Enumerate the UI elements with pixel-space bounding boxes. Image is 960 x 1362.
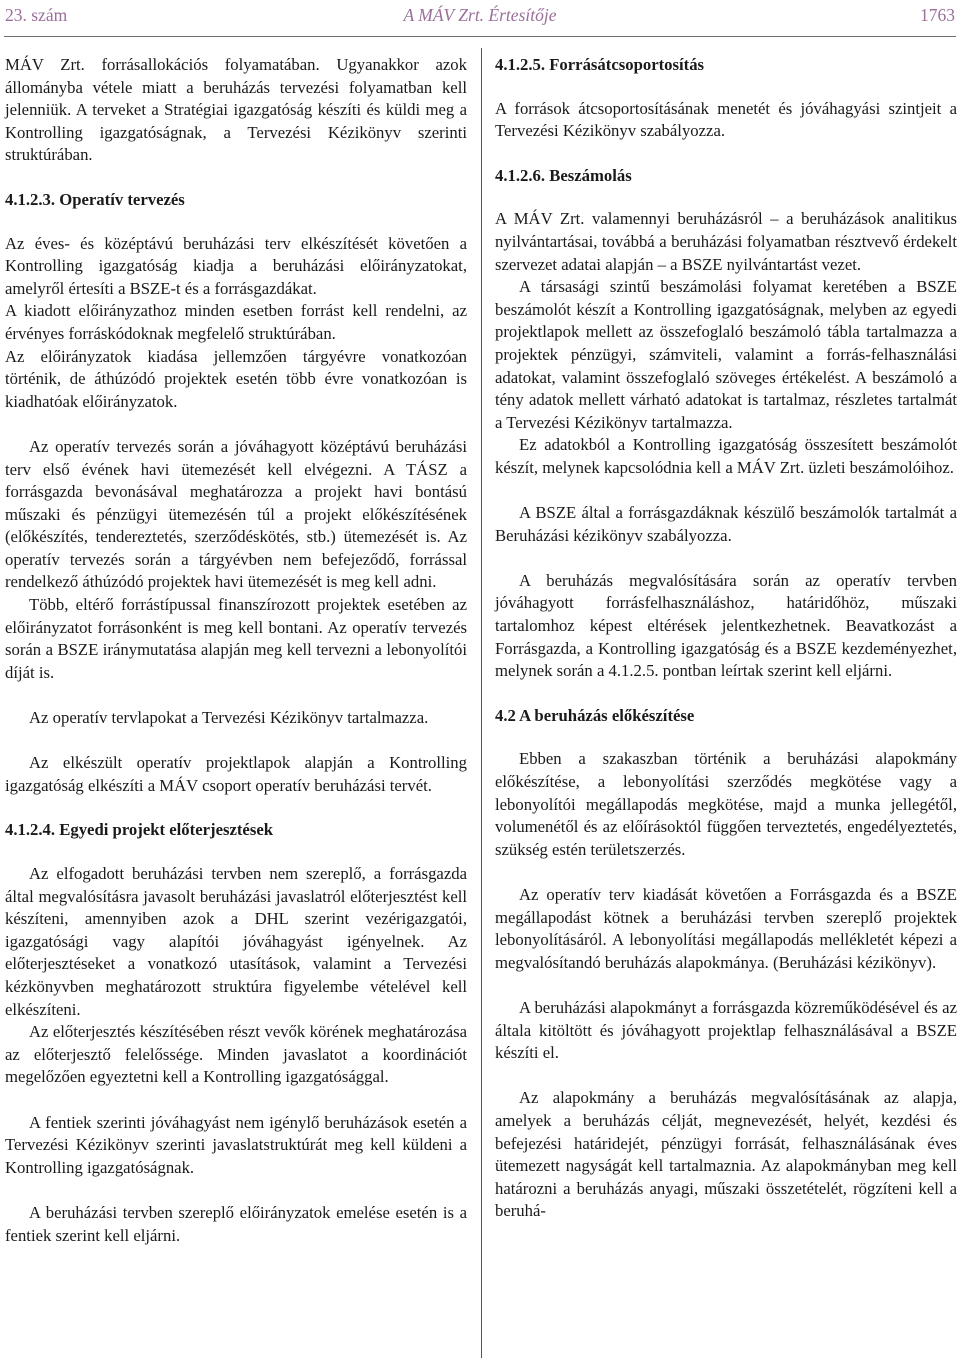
left-column xyxy=(5,54,467,1247)
paragraph: Az éves- és középtávú beruházási terv elkészítését követően a Kontrolling igazgatóság kiadja a beruházási előirányzatokat, amelyről értesíti a BSZE-t és a forrásgazdákat. xyxy=(5,233,467,298)
paragraph: Ebben a szakaszban történik a beruházási alapokmány előkészítése, a lebonyolítási szerződés megkötése vagy a lebonyolítói megállapodás megkötése, majd a munka jellegétől, volumenétől és az előírásoktól függően terveztetés, engedélyeztetés, szükség estén területszerzés. xyxy=(495,749,957,859)
paragraph: A beruházási alapokmányt a forrásgazda közreműködésével és az általa kitöltött és jóváhagyott projektlap felhasználásával a BSZE készíti el. xyxy=(495,997,957,1063)
paragraph: Az elfogadott beruházási tervben nem szereplő, a forrásgazda által megvalósításra javasolt beruházási javaslatról előterjesztést kell készíteni, amennyiben azok a DHL szerint vezérigazgatói, igazgatósági vagy alapítói jóváhagyást igényelnek. Az előterjesztéseket a vonatkozó utasítások, valamint a Tervezési kézkönyvben meghatározott struktúra figyelembe vételével kell elkészíteni. xyxy=(5,864,467,1019)
paragraph: Az alapokmány a beruházás megvalósításának az alapja, amelyek a beruházás célját, megnevezését, helyét, kezdési és befejezési határidejét, pénzügyi forrását, felhasználásának éves ütemezett nagyságát kell tartalmaznia. Az alapokmányban meg kell határozni a beruházás anyagi, műszaki összetételét, rögzíteni kell a beruhá- xyxy=(495,1088,957,1221)
paragraph: Az operatív terv kiadását követően a Forrásgazda és a BSZE megállapodást kötnek a beruházási tervben szereplő projektek lebonyolításáról. A lebonyolítási megállapodás mellékletét képezi a megvalósítandó beruházás alapokmánya. (Beruházási kézikönyv). xyxy=(495,885,957,972)
paragraph: Ez adatokból a Kontrolling igazgatóság összesített beszámolót készít, melynek kapcsolódnia kell a MÁV Zrt. üzleti beszámolóihoz. xyxy=(495,435,957,477)
paragraph: MÁV Zrt. forrásallokációs folyamatában. Ugyanakkor azok állományba vétele miatt a beruházás tervezési folyamatban kell jelenniük. A terveket a Stratégiai igazgatóság készíti és küldi meg a Kontrolling igazgatóságnak, a Tervezési Kézikönyv szerinti struktúrában. xyxy=(5,55,467,165)
paragraph: A fentiek szerinti jóváhagyást nem igénylő beruházások esetén a Tervezési Kézikönyv szerinti javaslatstruktúrát meg kell küldeni a Kontrolling igazgatóságnak. xyxy=(5,1112,467,1177)
paragraph: Az operatív tervlapokat a Tervezési Kézikönyv tartalmazza. xyxy=(29,708,429,728)
column-divider xyxy=(481,48,482,1358)
right-column xyxy=(495,54,957,1223)
issue-number: 23. szám xyxy=(5,5,68,25)
paragraph: A MÁV Zrt. valamennyi beruházásról – a beruházások analitikus nyilvántartásai, továbbá a beruházási folyamatban résztvevő érdekelt szervezet adatai alapján – a BSZE nyilvántartást vezet. xyxy=(495,209,957,274)
paragraph: A társasági szintű beszámolási folyamat keretében a BSZE beszámolót készít a Kontrolling igazgatóságnak, melyben az egyedi projektlapok mellett az összefoglaló beszámoló tábla tartalmazza a projektek pénzügyi, számviteli, valamint a forrás-felhasználási adatokat, valamint összefoglaló szöveges értékelést. A beszámoló a tény adatok mellett várható adatokat is tartalmaz, részletes tartalmát a Tervezési Kézikönyv tartalmazza. xyxy=(495,277,957,432)
section-heading-forrasatcsoportositas: 4.1.2.5. Forrásátcsoportosítás xyxy=(495,55,705,74)
section-heading-egyedi-projekt: 4.1.2.4. Egyedi projekt előterjesztések xyxy=(5,820,274,840)
header-divider xyxy=(4,36,956,37)
journal-title: A MÁV Zrt. Értesítője xyxy=(403,5,557,25)
page-number: 1763 xyxy=(920,5,955,25)
paragraph: Több, eltérő forrástípussal finanszírozott projektek esetében az előirányzatot forrásonként is meg kell bontani. Az operatív tervezés során a BSZE iránymutatása alapján meg kell tervezni a lebonyolítói díját is. xyxy=(5,595,467,682)
section-heading-beszamolas: 4.1.2.6. Beszámolás xyxy=(495,165,632,185)
paragraph: A BSZE által a forrásgazdáknak készülő beszámolók tartalmát a Beruházási kézikönyv szabályozza. xyxy=(495,503,957,545)
paragraph: A beruházás megvalósítására során az operatív tervben jóváhagyott forrásfelhasználáshoz, határidőhöz, műszaki tartalomhoz képest eltérések jelentkezhetnek. Beavatkozást a Forrásgazda, a Kontrolling igazgatóság és a BSZE kezdeményezhet, melynek során a 4.1.2.5. pontban leírtak szerint kell eljárni. xyxy=(495,570,957,681)
page-header xyxy=(0,2,960,32)
paragraph: Az előterjesztés készítésében részt vevők körének meghatározása az előterjesztő felelőssége. Minden javaslatot a koordinációt megelőzően egyeztetni kell a Kontrolling igazgatósággal. xyxy=(5,1022,467,1087)
paragraph: A források átcsoportosításának menetét és jóváhagyási szintjeit a Tervezési Kézikönyv szabályozza. xyxy=(495,98,957,141)
paragraph: Az előirányzatok kiadása jellemzően tárgyévre vonatkozóan történik, de áthúzódó projektek esetén több évre vonatkozóan is kiadhatóak előirányzatok. xyxy=(5,346,467,411)
section-heading-operativ-tervezes: 4.1.2.3. Operatív tervezés xyxy=(5,189,185,209)
paragraph: Az elkészült operatív projektlapok alapján a Kontrolling igazgatóság elkészíti a MÁV csoport operatív beruházási tervét. xyxy=(5,753,467,795)
section-heading-beruhazas-elokeszitese: 4.2 A beruházás előkészítése xyxy=(495,705,695,725)
paragraph: A beruházási tervben szereplő előirányzatok emelése esetén is a fentiek szerint kell eljárni. xyxy=(5,1202,467,1245)
paragraph: A kiadott előirányzathoz minden esetben forrást kell rendelni, az érvényes forráskódoknak megfelelő struktúrában. xyxy=(5,301,467,343)
paragraph: Az operatív tervezés során a jóváhagyott középtávú beruházási terv első évének havi ütemezését kell elvégezni. A TÁSZ a forrásgazda bevonásával meghatározza a projekt havi bontású műszaki és pénzügyi ütemezésén túl a projekt előkészítésének (előkészítés, tendereztetés, szerződéskötés, stb.) ütemezését is. Az operatív tervezés során a tárgyévben nem befejeződő, forrással rendelkező áthúzódó projektek havi ütemezését is meg kell adni. xyxy=(5,436,467,592)
